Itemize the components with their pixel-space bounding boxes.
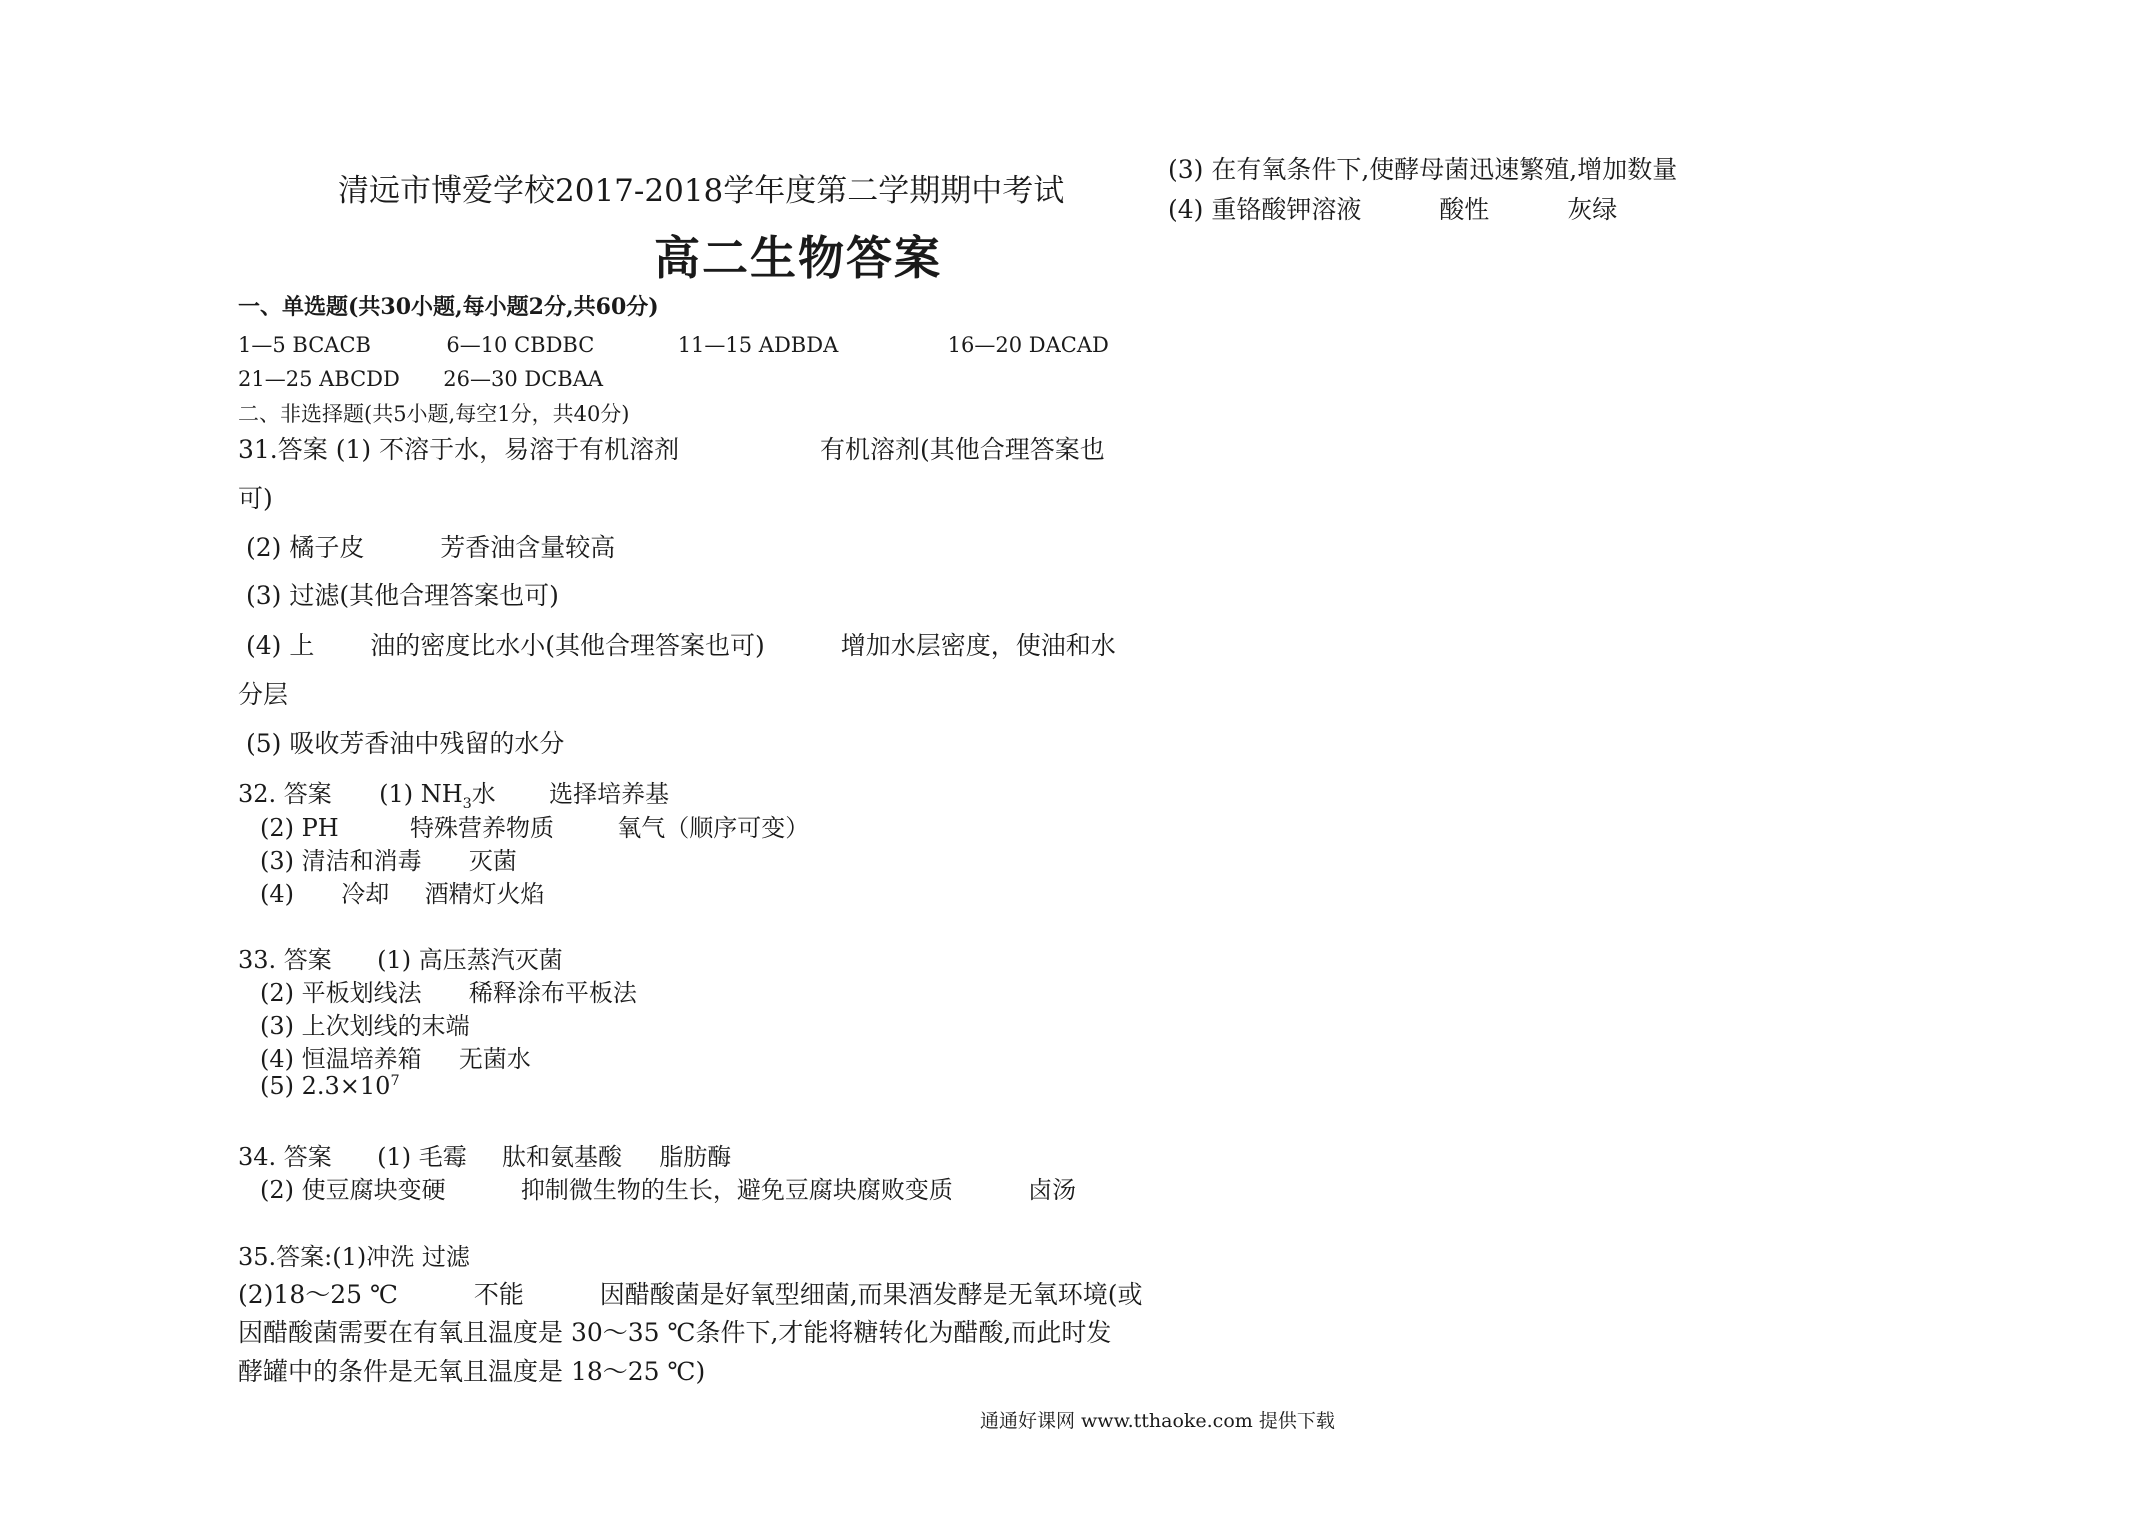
- q31-line-1-cont: 可): [238, 484, 273, 513]
- q32-answer-1-suffix: 水: [471, 780, 496, 808]
- mc-row-2: [238, 367, 603, 391]
- q35-answer-2c: 因醋酸菌是好氧型细菌,而果酒发酵是无氧环境(或: [599, 1280, 1143, 1309]
- q35-answer-4b: 酸性: [1439, 195, 1490, 224]
- mc-answer-group: 16—20 DACAD: [947, 333, 1109, 357]
- q33-line-1: [238, 940, 563, 975]
- q32-line-4: [260, 874, 545, 909]
- q33-answer-2: (2) 平板划线法: [260, 979, 422, 1007]
- q31-line-4-cont: 分层: [238, 680, 289, 709]
- q35-line-3-right: (3) 在有氧条件下,使酵母菌迅速繁殖,增加数量: [1168, 155, 1678, 184]
- q31-answer-4b: 油的密度比水小(其他合理答案也可): [370, 631, 765, 660]
- q31-answer-2: (2) 橘子皮: [246, 533, 365, 562]
- page-title: 高二生物答案: [654, 231, 942, 285]
- mc-row-1: [238, 333, 1109, 357]
- q34-answer-1b: 肽和氨基酸: [501, 1143, 622, 1171]
- section2-heading: 二、非选择题(共5小题,每空1分，共40分): [238, 402, 630, 426]
- q31-answer-1: 31.答案 (1) 不溶于水，易溶于有机溶剂: [238, 435, 680, 464]
- q31-line-5: (5) 吸收芳香油中残留的水分: [246, 729, 565, 758]
- q32-answer-2: (2) PH: [260, 814, 339, 842]
- q31-answer-4: (4) 上: [246, 631, 315, 660]
- q33-line-2: [260, 973, 637, 1008]
- superscript: 7: [390, 1073, 400, 1089]
- q32-line-1: [238, 774, 669, 812]
- q35-answer-4: (4) 重铬酸钾溶液: [1168, 195, 1362, 224]
- q31-line-4: [246, 626, 1116, 662]
- q34-line-2: [260, 1170, 1076, 1205]
- q32-answer-4: (4): [260, 880, 294, 908]
- q33-label: 33. 答案: [238, 946, 332, 974]
- q35-line-3: 因醋酸菌需要在有氧且温度是 30～35 ℃条件下,才能将糖转化为醋酸,而此时发: [238, 1318, 1112, 1347]
- q34-label: 34. 答案: [238, 1143, 332, 1171]
- q35-answer-4c: 灰绿: [1567, 195, 1618, 224]
- q33-line-5: [260, 1072, 400, 1100]
- q31-line-3: (3) 过滤(其他合理答案也可): [246, 581, 559, 610]
- q35-answer-2: (2)18～25 ℃: [238, 1280, 398, 1309]
- q32-answer-1: (1) NH: [379, 780, 463, 808]
- q31-answer-4c: 增加水层密度，使油和水: [840, 631, 1116, 660]
- q31-line-2: [246, 528, 615, 564]
- q31-answer-2b: 芳香油含量较高: [440, 533, 616, 562]
- q35-line-4: 酵罐中的条件是无氧且温度是 18～25 ℃): [238, 1357, 706, 1386]
- q34-line-1: [238, 1137, 731, 1172]
- q33-answer-1: (1) 高压蒸汽灭菌: [377, 946, 563, 974]
- q32-answer-3: (3) 清洁和消毒: [260, 847, 422, 875]
- q32-answer-2c: 氧气（顺序可变）: [617, 814, 810, 842]
- q32-answer-4c: 酒精灯火焰: [424, 880, 545, 908]
- mc-answer-group: 1—5 BCACB: [238, 333, 371, 357]
- mc-answer-group: 11—15 ADBDA: [677, 333, 839, 357]
- q32-answer-2b: 特殊营养物质: [409, 814, 554, 842]
- q33-answer-4: (4) 恒温培养箱: [260, 1045, 422, 1073]
- q33-line-4: [260, 1039, 531, 1074]
- q32-line-2: [260, 808, 809, 843]
- q32-label: 32. 答案: [238, 780, 332, 808]
- q33-line-3: (3) 上次划线的末端: [260, 1012, 470, 1040]
- q33-answer-4b: 无菌水: [458, 1045, 531, 1073]
- q31-line-1: [238, 430, 1105, 466]
- q35-line-1: 35.答案:(1)冲洗 过滤: [238, 1243, 470, 1271]
- q32-line-3: [260, 841, 517, 876]
- exam-subtitle: 清远市博爱学校2017-2018学年度第二学期期中考试: [338, 173, 1065, 209]
- q34-answer-2: (2) 使豆腐块变硬: [260, 1176, 446, 1204]
- mc-answer-group: 21—25 ABCDD: [238, 367, 400, 391]
- q33-answer-5: (5) 2.3×10: [260, 1072, 391, 1100]
- q34-answer-1c: 脂肪酶: [659, 1143, 732, 1171]
- q35-answer-2b: 不能: [473, 1280, 524, 1309]
- q33-answer-2b: 稀释涂布平板法: [468, 979, 637, 1007]
- subscript: 3: [462, 795, 472, 812]
- q32-answer-4b: 冷却: [341, 880, 390, 908]
- q34-answer-2c: 卤汤: [1028, 1176, 1077, 1204]
- q35-line-2: [238, 1275, 1142, 1311]
- mc-answer-group: 26—30 DCBAA: [443, 367, 604, 391]
- q32-answer-3b: 灭菌: [468, 847, 517, 875]
- q31-answer-1b: 有机溶剂(其他合理答案也: [819, 435, 1105, 464]
- q34-answer-1: (1) 毛霉: [377, 1143, 467, 1171]
- q34-answer-2b: 抑制微生物的生长，避免豆腐块腐败变质: [520, 1176, 953, 1204]
- footer-source-note: 通通好课网 www.tthaoke.com 提供下载: [980, 1410, 1335, 1432]
- q35-line-4-right: [1168, 190, 1617, 226]
- section1-heading: 一、单选题(共30小题,每小题2分,共60分): [238, 294, 659, 320]
- mc-answer-group: 6—10 CBDBC: [446, 333, 595, 357]
- q32-answer-1b: 选择培养基: [549, 780, 670, 808]
